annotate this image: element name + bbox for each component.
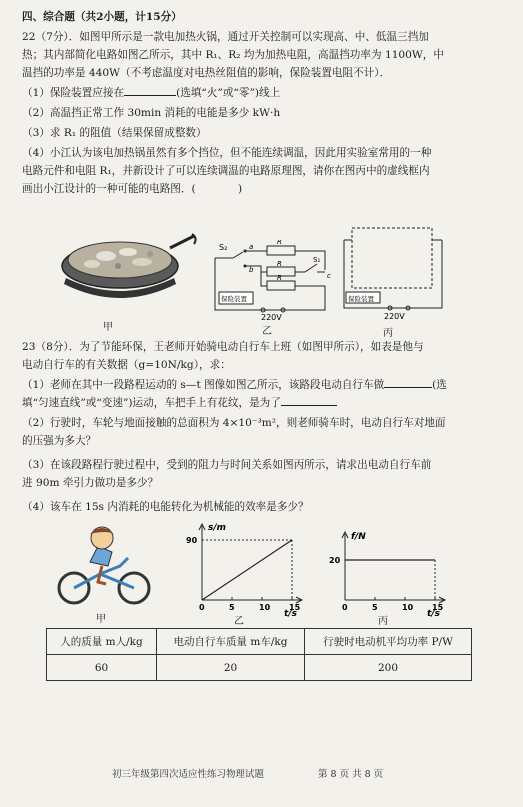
q22-fig-label-bing: 丙 bbox=[383, 328, 393, 339]
f-t-graph bbox=[323, 528, 458, 618]
q22-part-3: （3）求 R₁ 的阻值（结果保留成整数） bbox=[22, 127, 207, 139]
q23-part-2-line-2: 的压强为多大？ bbox=[22, 435, 97, 447]
graph-yi-xlabel: t/s bbox=[284, 609, 297, 618]
q23-part-1-line-1 bbox=[22, 378, 509, 392]
label-voltage-bing: 220V bbox=[384, 312, 405, 321]
circuit-diagram-bing bbox=[338, 222, 450, 322]
graph-yi-x-tick-label: 10 bbox=[259, 603, 271, 612]
resistor-r-bottom bbox=[267, 281, 295, 290]
graph-bing-ylabel: f/N bbox=[351, 532, 366, 542]
table-cell: 20 bbox=[157, 655, 305, 681]
label-a: a bbox=[249, 243, 254, 251]
label-fuse-yi: 保险装置 bbox=[221, 295, 247, 303]
q23-part-2-line-1: （2）行驶时，车轮与地面接触的总面积为 4×10⁻³m²，则老师骑车时，电动自行车对地面 bbox=[22, 417, 446, 429]
q23-fig-label-bing: 丙 bbox=[378, 616, 388, 627]
label-r-bottom: R bbox=[277, 274, 282, 282]
q23-part-1-line-2 bbox=[22, 396, 509, 410]
q23-part-1-suffix: (选 bbox=[432, 379, 447, 391]
graph-bing-x-tick-label: 15 bbox=[432, 603, 444, 612]
section-heading: 四、综合题（共2小题，计15分） bbox=[22, 11, 182, 23]
graph-yi-x-tick-label: 15 bbox=[289, 603, 301, 612]
q22-part-4-line-2: 电路元件和电阻 R₁，并新设计了可以连续调温的电路原理图，请你在图丙中的虚线框内 bbox=[22, 165, 430, 177]
table-header-row bbox=[47, 629, 472, 655]
graph-yi-ylabel: s/m bbox=[208, 523, 227, 533]
graph-bing-y-tick-label: 20 bbox=[329, 556, 341, 565]
graph-bing-xlabel: t/s bbox=[427, 609, 440, 618]
footer-page-number: 第 8 页 共 8 页 bbox=[318, 769, 384, 780]
answer-blank[interactable] bbox=[384, 387, 432, 388]
q23-part-3-line-1: （3）在该段路程行驶过程中，受到的阻力与时间关系如图丙所示，请求出电动自行车前 bbox=[22, 459, 432, 471]
q22-part-2: （2）高温挡正常工作 30min 消耗的电能是多少 kW·h bbox=[22, 107, 281, 119]
table-row bbox=[47, 655, 472, 681]
q22-stem-line-3: 温挡的功率是 440W（不考虑温度对电热丝阻值的影响，保险装置电阻不计）． bbox=[22, 67, 391, 79]
q22-part-4-line-1: （4）小江认为该电加热锅虽然有多个挡位，但不能连续调温，因此用实验室常用的一种 bbox=[22, 147, 432, 159]
q23-stem-line-1: 23（8分）．为了节能环保，王老师开始骑电动自行车上班（如图甲所示），如表是他与 bbox=[22, 341, 424, 353]
q22-stem-line-1: 22（7分）．如图甲所示是一款电加热火锅，通过开关控制可以实现高、中、低温三挡加 bbox=[22, 31, 429, 43]
answer-blank[interactable] bbox=[281, 405, 337, 406]
label-s1: S₁ bbox=[313, 256, 321, 264]
q23-part-1-line-2-text: 填“匀速直线”或“变速”)运动，车把手上有花纹，是为了 bbox=[22, 397, 281, 409]
q23-stem-line-2: 电动自行车的有关数据（g=10N/kg），求： bbox=[22, 359, 231, 371]
q23-part-3-line-2: 进 90m 牵引力做功是多少？ bbox=[22, 477, 159, 489]
table-header-cell: 电动自行车质量 m车/kg bbox=[157, 629, 305, 655]
circuit-diagram-yi bbox=[205, 240, 345, 320]
label-s2: S₂ bbox=[219, 243, 228, 252]
q23-fig-label-jia: 甲 bbox=[96, 614, 106, 625]
label-r-middle: R bbox=[277, 260, 282, 268]
data-table bbox=[46, 628, 472, 681]
table-cell: 200 bbox=[304, 655, 471, 681]
graph-yi-y-tick-label: 90 bbox=[186, 536, 198, 545]
q22-part-1-prefix: （1）保险装置应接在 bbox=[22, 87, 125, 99]
label-c: c bbox=[327, 272, 331, 280]
footer-title: 初三年级第四次适应性练习物理试题 bbox=[112, 769, 265, 780]
graph-yi-x-tick-label: 0 bbox=[199, 603, 205, 612]
table-cell: 60 bbox=[47, 655, 157, 681]
graph-bing-x-tick-label: 0 bbox=[342, 603, 348, 612]
s-t-graph bbox=[180, 518, 315, 618]
label-voltage-yi: 220V bbox=[261, 313, 282, 320]
hot-pot-illustration bbox=[58, 218, 198, 308]
q23-part-4: （4）该车在 15s 内消耗的电能转化为机械能的效率是多少？ bbox=[22, 501, 309, 513]
q22-part-1 bbox=[22, 86, 509, 100]
q23-part-1-prefix: （1）老师在其中一段路程运动的 s—t 图像如图乙所示，该路段电动自行车做 bbox=[22, 379, 385, 391]
q22-fig-label-jia: 甲 bbox=[103, 322, 113, 333]
label-b: b bbox=[249, 266, 254, 274]
switch-s1 bbox=[305, 264, 317, 272]
resistor-r-top bbox=[267, 246, 295, 255]
dashed-answer-box[interactable] bbox=[352, 228, 432, 288]
q22-stem-line-2: 热；其内部简化电路如图乙所示，其中 R₁、R₂ 均为加热电阻，高温挡功率为 1100W，中 bbox=[22, 49, 444, 61]
graph-yi-series-line bbox=[202, 540, 292, 600]
switch-s2 bbox=[233, 252, 243, 258]
table-header-cell: 人的质量 m人/kg bbox=[47, 629, 157, 655]
table-header-cell: 行驶时电动机平均功率 P/W bbox=[304, 629, 471, 655]
graph-yi-x-tick-label: 5 bbox=[229, 603, 235, 612]
graph-bing-x-tick-label: 10 bbox=[402, 603, 414, 612]
label-fuse-bing: 保险装置 bbox=[348, 295, 374, 303]
q22-fig-label-yi: 乙 bbox=[262, 326, 272, 337]
bike-rider-illustration bbox=[50, 522, 160, 608]
graph-bing-x-tick-label: 5 bbox=[372, 603, 378, 612]
q22-part-1-suffix: (选填“火”或“零”)线上 bbox=[176, 87, 281, 99]
label-r-top: R bbox=[277, 240, 282, 246]
answer-blank[interactable] bbox=[124, 95, 176, 96]
q23-fig-label-yi: 乙 bbox=[234, 616, 244, 627]
q22-part-4-line-3: 画出小江设计的一种可能的电路图．( ) bbox=[22, 183, 243, 195]
